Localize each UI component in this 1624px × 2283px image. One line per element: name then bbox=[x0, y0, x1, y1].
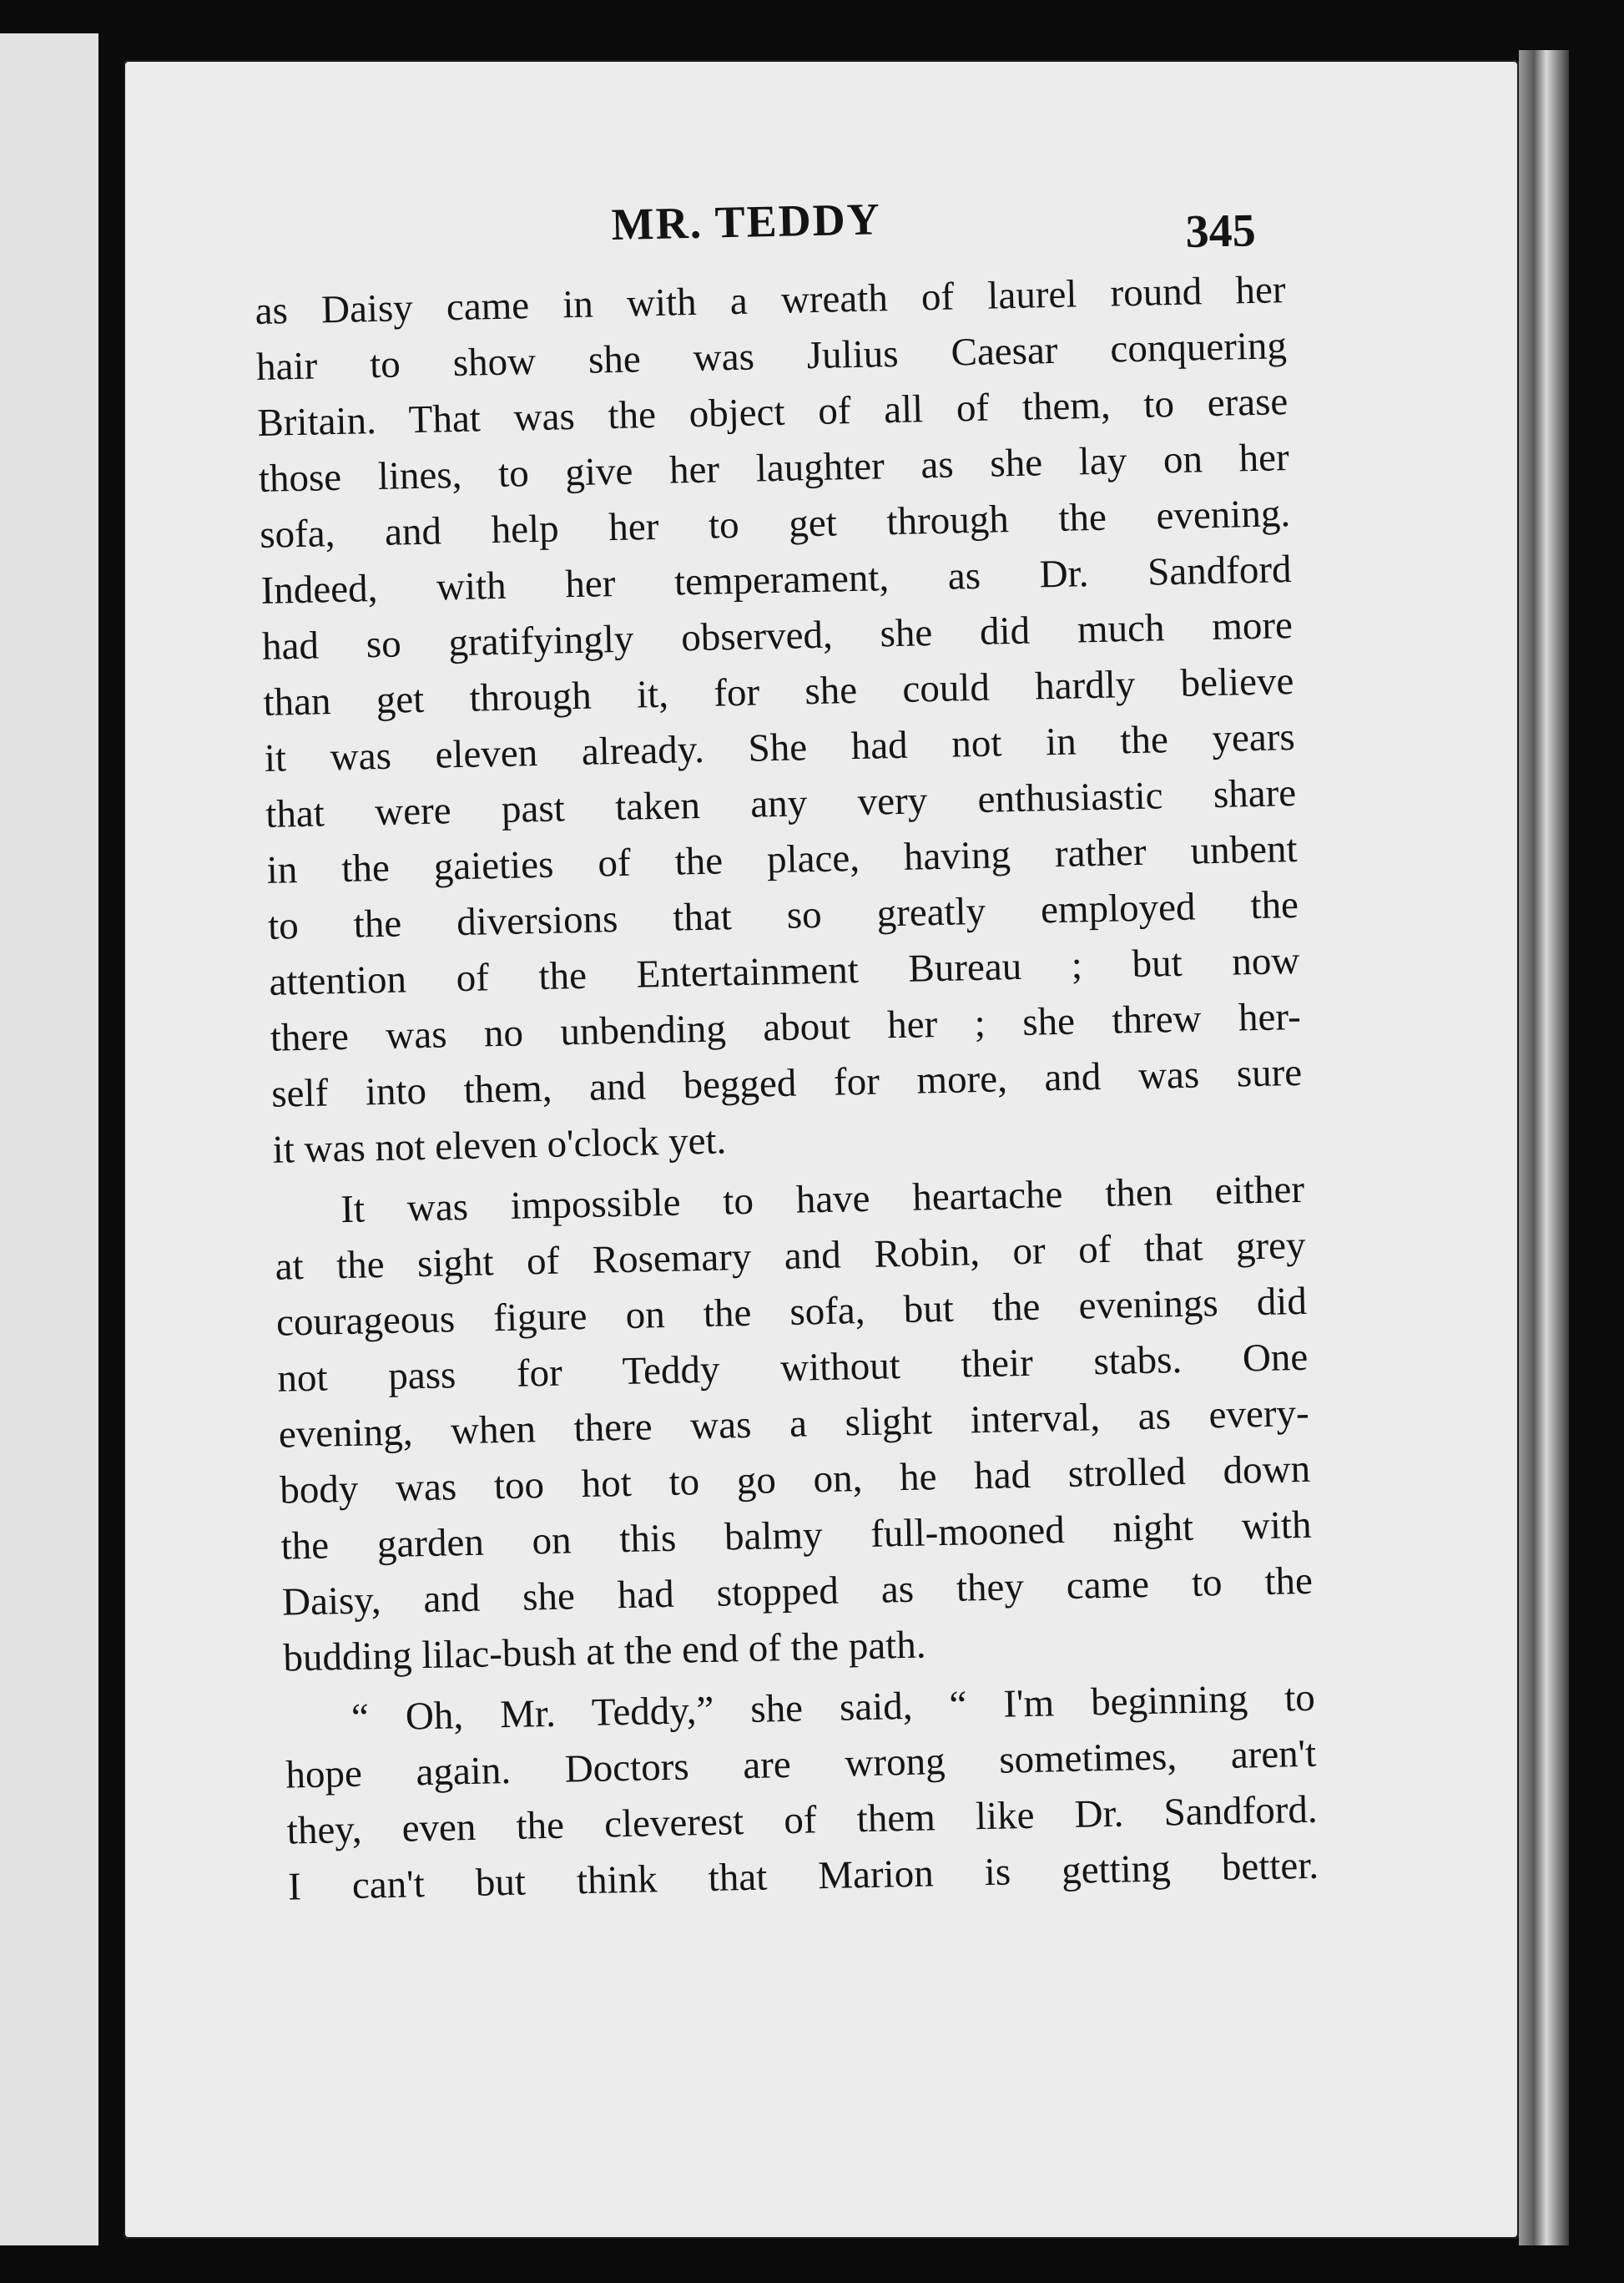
text-line: not pass for Teddy without their stabs. One bbox=[276, 1335, 1309, 1401]
text-line: body was too hot to go on, he had strolled down bbox=[279, 1447, 1311, 1513]
paragraph-2 bbox=[274, 1162, 1314, 1687]
running-head: MR. TEDDY bbox=[611, 194, 882, 250]
text-line: the garden on this balmy full-mooned night with bbox=[280, 1503, 1312, 1568]
text-line: hope again. Doctors are wrong sometimes, aren't bbox=[285, 1731, 1317, 1797]
text-line: they, even the cleverest of them like Dr. Sandford. bbox=[286, 1787, 1319, 1853]
text-line: had so gratifyingly observed, she did much more bbox=[261, 604, 1294, 669]
text-line: it was eleven already. She had not in the years bbox=[264, 715, 1296, 780]
body-text bbox=[255, 262, 1319, 1915]
text-line: “ Oh, Mr. Teddy,” she said, “ I'm beginning to bbox=[351, 1675, 1316, 1740]
text-line: there was no unbending about her ; she threw her- bbox=[270, 994, 1302, 1060]
book-binding-strip bbox=[0, 33, 113, 2245]
text-line: courageous figure on the sofa, but the evenings did bbox=[275, 1279, 1308, 1345]
scan-border-right bbox=[1569, 0, 1624, 2283]
text-line: that were past taken any very enthusiastic share bbox=[265, 771, 1297, 836]
text-line: than get through it, for she could hardly believe bbox=[262, 659, 1294, 725]
text-line: I can't but think that Marion is getting better. bbox=[287, 1843, 1319, 1909]
text-line: as Daisy came in with a wreath of laurel round her bbox=[255, 268, 1286, 333]
paragraph-3 bbox=[284, 1670, 1319, 1916]
text-line: self into them, and begged for more, and was sure bbox=[270, 1050, 1303, 1116]
text-line: budding lilac-bush at the end of the path. bbox=[282, 1623, 926, 1680]
page-number: 345 bbox=[1185, 205, 1257, 258]
text-line: It was impossible to have heartache then either bbox=[340, 1167, 1305, 1232]
paragraph-1 bbox=[255, 262, 1304, 1179]
text-line: attention of the Entertainment Bureau ; but now bbox=[268, 938, 1300, 1004]
text-line: hair to show she was Julius Caesar conquering bbox=[255, 324, 1288, 389]
text-line: those lines, to give her laughter as she lay on her bbox=[258, 436, 1290, 501]
text-line: evening, when there was a slight interval, as every- bbox=[278, 1391, 1310, 1457]
text-line: Indeed, with her temperament, as Dr. Sandford bbox=[260, 548, 1292, 613]
text-line: sofa, and help her to get through the evening. bbox=[259, 492, 1291, 557]
text-line: at the sight of Rosemary and Robin, or of that grey bbox=[275, 1223, 1306, 1289]
text-line: Daisy, and she had stopped as they came to the bbox=[281, 1558, 1314, 1624]
page-stack-edge bbox=[1519, 50, 1569, 2245]
text-line: in the gaieties of the place, having rather unbent bbox=[266, 826, 1298, 892]
text-line: to the diversions that so greatly employed the bbox=[267, 882, 1299, 948]
text-line: it was not eleven o'clock yet. bbox=[272, 1119, 727, 1172]
text-line: Britain. That was the object of all of them, to erase bbox=[256, 380, 1289, 445]
